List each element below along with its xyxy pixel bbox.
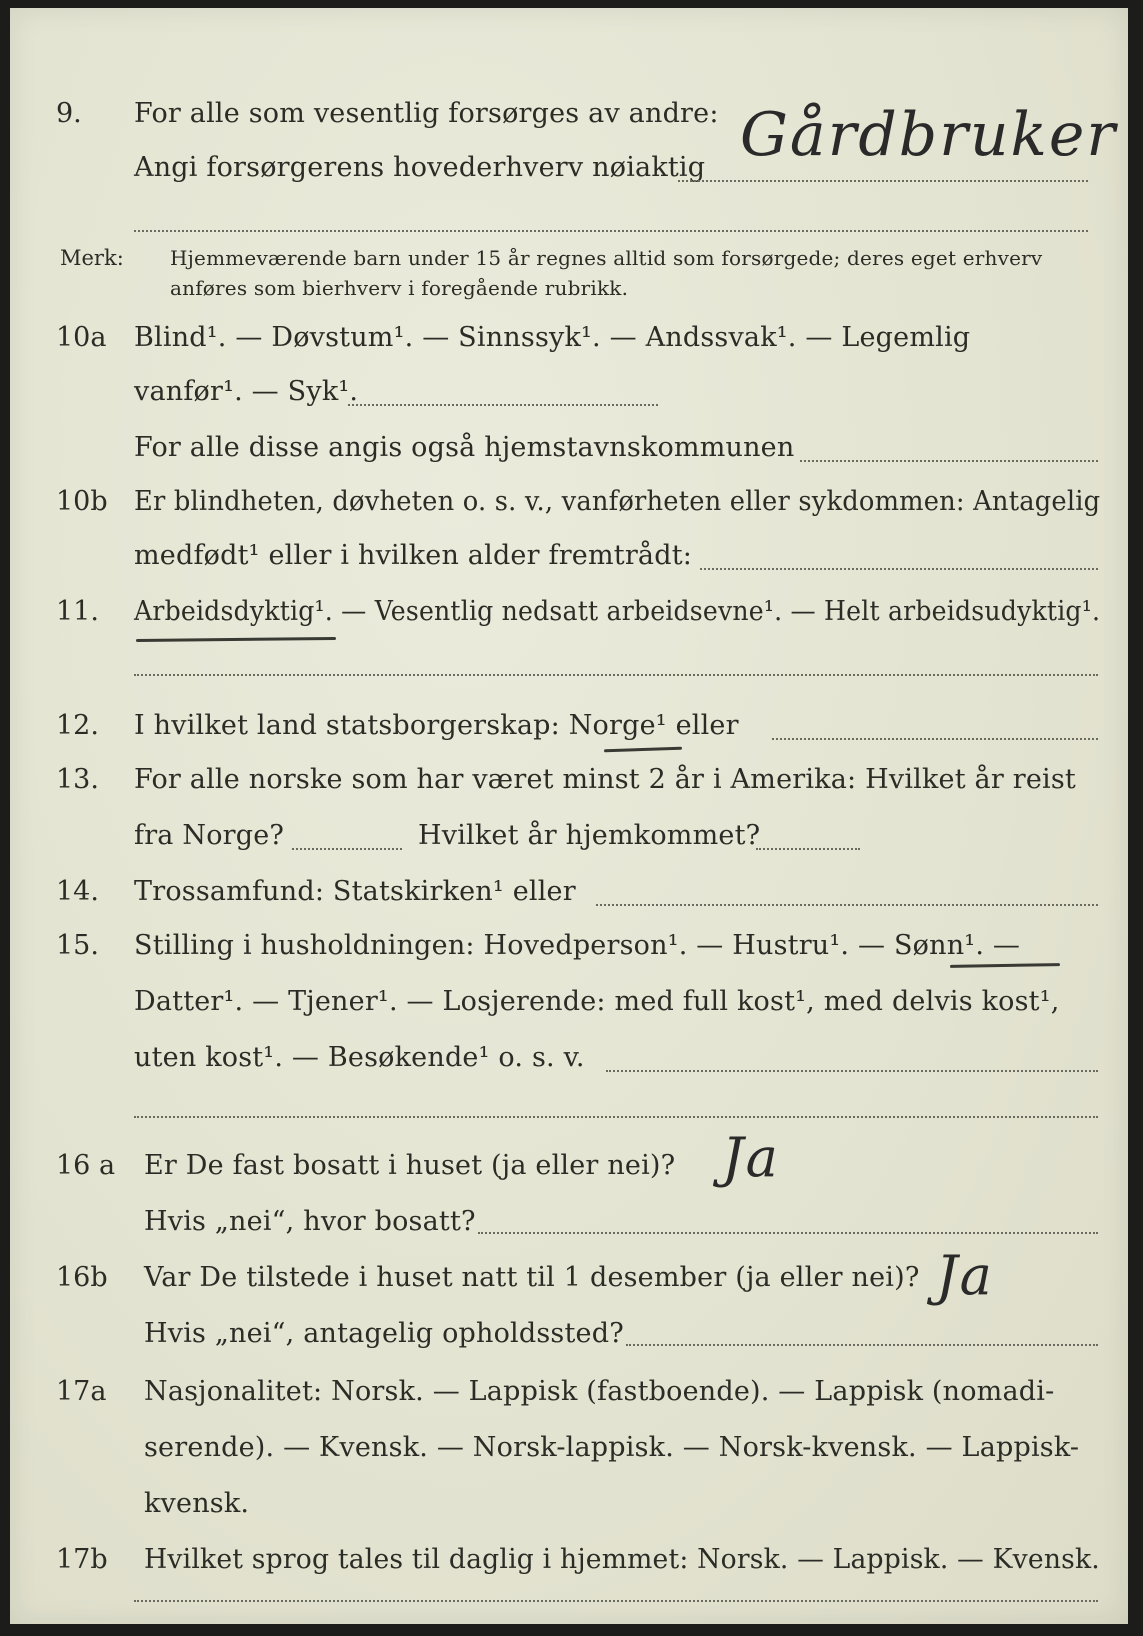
q10a-line3: For alle disse angis også hjemstavnskommunen [134, 432, 795, 463]
q9-question-line1: For alle som vesentlig forsørges av andre: [134, 98, 719, 129]
q13-hjemkommet-answer-line [756, 846, 860, 850]
q11-underline-mark [136, 637, 336, 642]
q14-line1: Trossamfund: Statskirken¹ eller [134, 876, 576, 907]
q16a-line1: Er De fast bosatt i huset (ja eller nei)? [144, 1150, 676, 1181]
q16b-number: 16b [56, 1262, 108, 1293]
q13-line1: For alle norske som har været minst 2 år i Amerika: Hvilket år reist [134, 764, 1076, 795]
merk-text-line1: Hjemmeværende barn under 15 år regnes alltid som forsørgede; deres eget erhverv [170, 246, 1043, 270]
q10b-line1: Er blindheten, døvheten o. s. v., vanførheten eller sykdommen: Antagelig [134, 486, 1101, 517]
q10b-number: 10b [56, 486, 108, 517]
q17b-line1: Hvilket sprog tales til daglig i hjemmet: Norsk. — Lappisk. — Kvensk. [144, 1544, 1100, 1575]
q17a-number: 17a [56, 1376, 107, 1407]
q10b-answer-line [700, 566, 1098, 570]
q11-continuation-line [134, 672, 1098, 676]
q9-handwritten-answer: Gårdbruker [740, 100, 1118, 170]
q15-line3: uten kost¹. — Besøkende¹ o. s. v. [134, 1042, 585, 1073]
q12-number: 12. [56, 710, 99, 741]
q10a-hjemstavn-answer-line [800, 458, 1098, 462]
q9-question-line2: Angi forsørgerens hovederhverv nøiaktig [134, 152, 706, 183]
q12-line1: I hvilket land statsborgerskap: Norge¹ eller [134, 710, 739, 741]
q13-reist-answer-line [292, 846, 402, 850]
q17a-line2: serende). — Kvensk. — Norsk-lappisk. — Norsk-kvensk. — Lappisk- [144, 1432, 1080, 1463]
q16a-answer-line [478, 1230, 1098, 1234]
q15-underline-mark [950, 963, 1060, 968]
q17a-line3: kvensk. [144, 1488, 250, 1519]
q12-underline-mark [604, 747, 682, 753]
q17b-number: 17b [56, 1544, 108, 1575]
q10a-line1: Blind¹. — Døvstum¹. — Sinnssyk¹. — Andssvak¹. — Legemlig [134, 322, 971, 353]
q16b-line2: Hvis „nei“, antagelig opholdssted? [144, 1318, 624, 1349]
q14-number: 14. [56, 876, 99, 907]
census-form-page [10, 8, 1128, 1624]
q11-line1: Arbeidsdyktig¹. — Vesentlig nedsatt arbeidsevne¹. — Helt arbeidsudyktig¹. [134, 596, 1101, 627]
q10a-number: 10a [56, 322, 107, 353]
q17b-continuation-line [134, 1598, 1098, 1602]
q10a-syk-answer-line [348, 402, 658, 406]
q15-line1: Stilling i husholdningen: Hovedperson¹. — Hustru¹. — Sønn¹. — [134, 930, 1021, 961]
q9-number: 9. [56, 98, 82, 129]
q16b-answer-line [626, 1342, 1098, 1346]
merk-label: Merk: [60, 246, 124, 270]
q16a-handwritten-answer: Ja [722, 1126, 780, 1189]
q17a-line1: Nasjonalitet: Norsk. — Lappisk (fastboende). — Lappisk (nomadi- [144, 1376, 1055, 1407]
q16b-line1: Var De tilstede i huset natt til 1 desember (ja eller nei)? [144, 1262, 920, 1293]
q12-answer-line [772, 736, 1098, 740]
q14-answer-line [596, 902, 1098, 906]
q15-number: 15. [56, 930, 99, 961]
q16a-number: 16 a [56, 1150, 116, 1181]
q9-continuation-line [134, 228, 1088, 232]
merk-text-line2: anføres som bierhverv i foregående rubrikk. [170, 276, 629, 300]
q13-number: 13. [56, 764, 99, 795]
q15-line2: Datter¹. — Tjener¹. — Losjerende: med full kost¹, med delvis kost¹, [134, 986, 1060, 1017]
q15-continuation-line [134, 1114, 1098, 1118]
q10a-line2: vanfør¹. — Syk¹. [134, 376, 359, 407]
q16b-handwritten-answer: Ja [936, 1244, 994, 1307]
q9-answer-line [678, 178, 1088, 182]
q13-line2a: fra Norge? [134, 820, 285, 851]
q11-number: 11. [56, 596, 99, 627]
q15-answer-line [606, 1068, 1098, 1072]
q16a-line2: Hvis „nei“, hvor bosatt? [144, 1206, 476, 1237]
q13-line2b: Hvilket år hjemkommet? [418, 820, 761, 851]
q10b-line2: medfødt¹ eller i hvilken alder fremtrådt: [134, 540, 693, 571]
